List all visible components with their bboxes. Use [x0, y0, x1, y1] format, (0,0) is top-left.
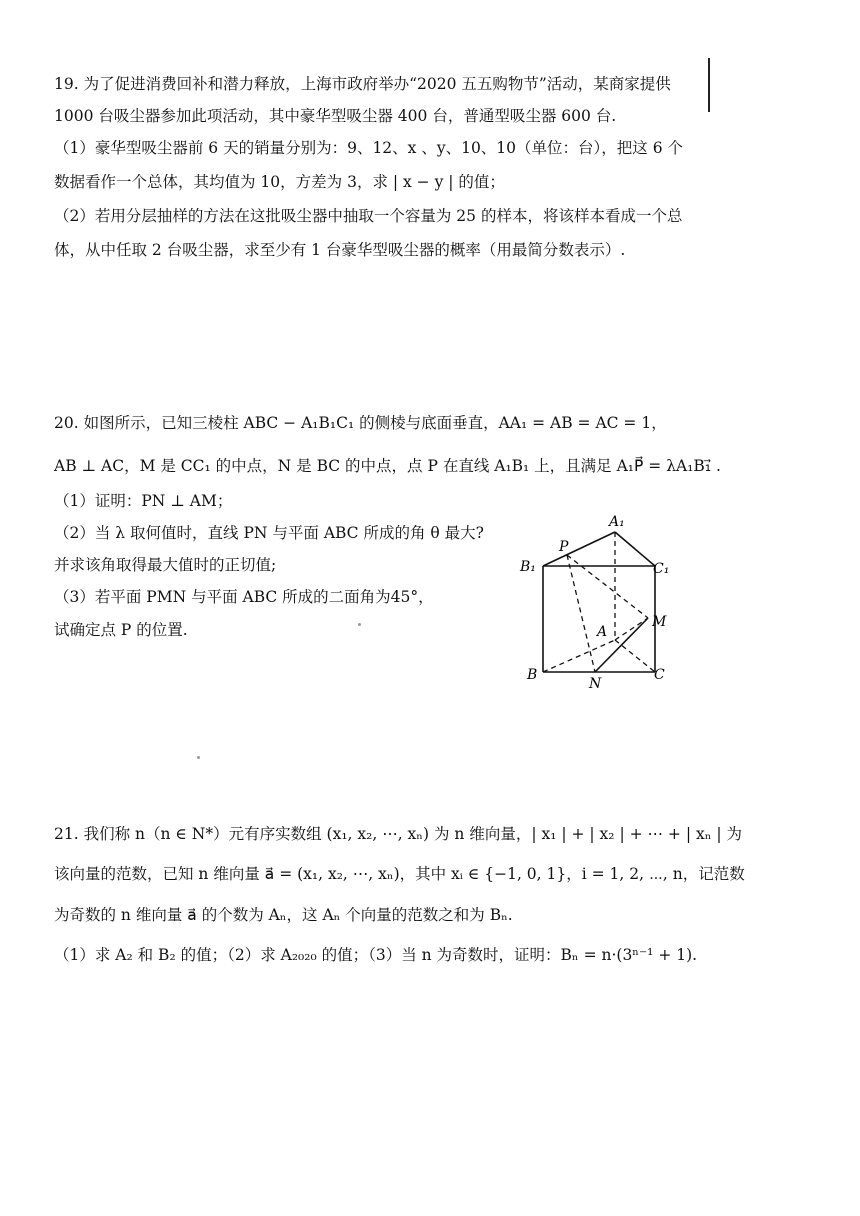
q20-line-6: （3）若平面 PMN 与平面 ABC 所成的二面角为45°， [54, 588, 434, 606]
segment-P-N [567, 555, 595, 672]
label-B: B [527, 667, 538, 683]
q21-line-3: 为奇数的 n 维向量 a⃗ 的个数为 Aₙ，这 Aₙ 个向量的范数之和为 Bₙ. [54, 906, 513, 924]
edge-B1-A1 [543, 532, 615, 566]
scan-speck [197, 756, 200, 759]
q21-line-1: 21. 我们称 n（n ∈ N*）元有序实数组 (x₁, x₂, ⋯, xₙ) 为 n 维向量，| x₁ | + | x₂ | + ⋯ + | xₙ | 为 [54, 825, 743, 843]
label-M: M [652, 614, 667, 630]
label-N: N [589, 676, 602, 690]
q21-line-2: 该向量的范数，已知 n 维向量 a⃗ = (x₁, x₂, ⋯, xₙ)，其中 xᵢ ∈ {−1, 0, 1}，i = 1, 2, ⋯, n，记范数 [54, 865, 745, 883]
q19-line-4: 数据看作一个总体，其均值为 10，方差为 3，求 | x − y | 的值； [54, 173, 505, 191]
label-A: A [597, 624, 608, 640]
margin-line [708, 58, 710, 112]
label-C1: C₁ [653, 561, 670, 577]
q19-line-6: 体，从中任取 2 台吸尘器，求至少有 1 台豪华型吸尘器的概率（用最简分数表示）. [54, 241, 626, 259]
q20-line-3: （1）证明：PN ⊥ AM； [54, 492, 233, 510]
label-B1: B₁ [520, 559, 536, 575]
label-C: C [654, 667, 665, 683]
label-P: P [559, 539, 569, 555]
q20-line-5: 并求该角取得最大值时的正切值; [54, 556, 277, 574]
q20-line-2: AB ⊥ AC，M 是 CC₁ 的中点，N 是 BC 的中点，点 P 在直线 A₁B₁ 上，且满足 A₁P⃗ = λA₁B₁⃗ . [54, 457, 721, 475]
prism-figure [515, 510, 685, 690]
q19-line-2: 1000 台吸尘器参加此项活动，其中豪华型吸尘器 400 台，普通型吸尘器 600 台. [54, 107, 617, 125]
edge-B-A [543, 640, 615, 672]
q20-line-4: （2）当 λ 取何值时，直线 PN 与平面 ABC 所成的角 θ 最大? [54, 524, 484, 542]
scan-speck [358, 623, 361, 626]
q20-line-1: 20. 如图所示，已知三棱柱 ABC − A₁B₁C₁ 的侧棱与底面垂直，AA₁ = AB = AC = 1， [54, 414, 667, 432]
q20-line-7: 试确定点 P 的位置. [54, 621, 188, 639]
q19-line-5: （2）若用分层抽样的方法在这批吸尘器中抽取一个容量为 25 的样本，将该样本看成一个总 [54, 207, 683, 225]
segment-A-M [615, 618, 648, 640]
edge-A1-C1 [615, 532, 655, 566]
q21-line-4: （1）求 A₂ 和 B₂ 的值；（2）求 A₂₀₂₀ 的值；（3）当 n 为奇数时，证明：Bₙ = n·(3ⁿ⁻¹ + 1). [54, 946, 698, 964]
q19-line-3: （1）豪华型吸尘器前 6 天的销量分别为：9、12、x 、y、10、10（单位：台），把这 6 个 [54, 139, 684, 157]
label-A1: A₁ [609, 514, 625, 530]
q19-line-1: 19. 为了促进消费回补和潜力释放，上海市政府举办“2020 五五购物节”活动，某商家提供 [54, 75, 671, 93]
